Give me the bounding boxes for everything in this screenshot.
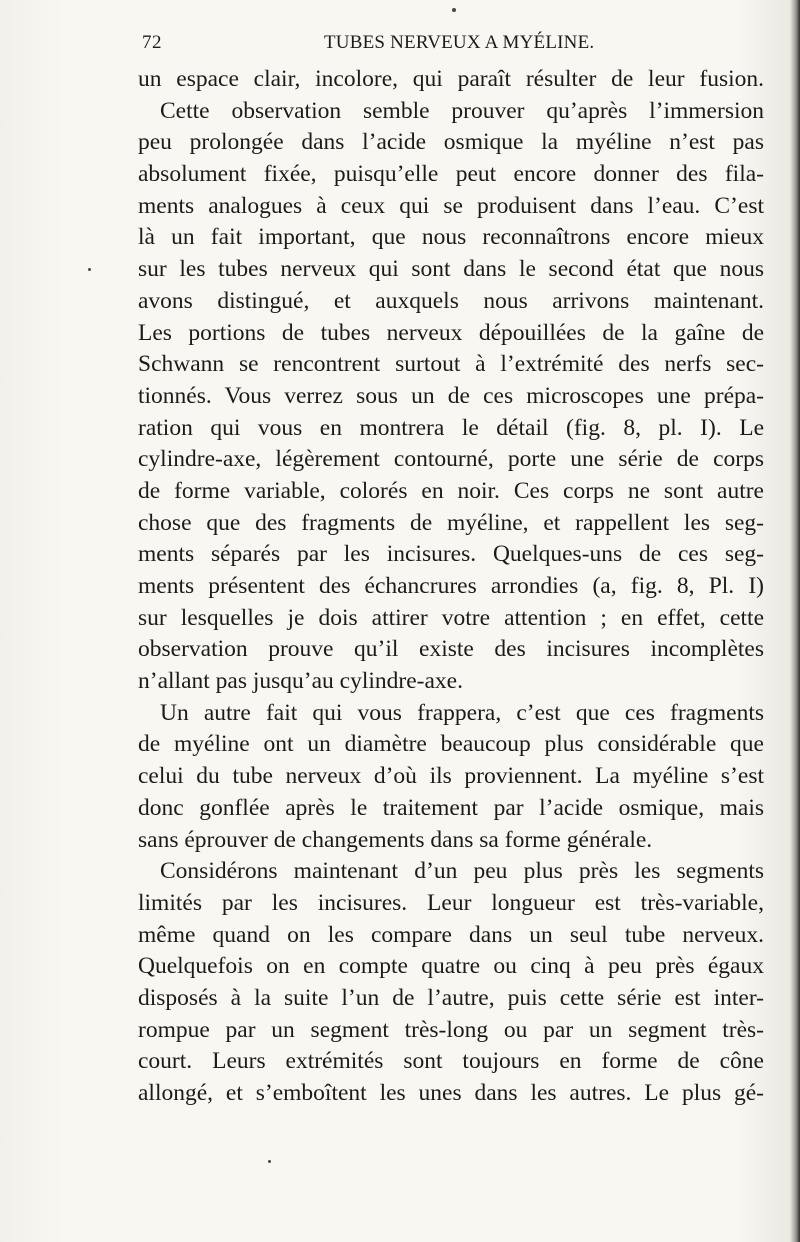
text-line: court. Leurs extrémités sont toujours en forme de cône bbox=[138, 1048, 764, 1075]
text-line: Un autre fait qui vous frappera, c’est que ces fragments bbox=[160, 699, 764, 726]
text-line: sans éprouver de changements dans sa forme générale. bbox=[138, 826, 653, 853]
text-line: observation prouve qu’il existe des incisures incomplètes bbox=[138, 636, 764, 663]
text-line: ration qui vous en montrera le détail (fig. 8, pl. I). Le bbox=[138, 414, 764, 441]
body-text bbox=[138, 64, 764, 1110]
text-line: Schwann se rencontrent surtout à l’extrémité des nerfs sec- bbox=[138, 351, 764, 378]
text-line: absolument fixée, puisqu’elle peut encore donner des fila- bbox=[138, 161, 764, 188]
text-line: donc gonflée après le traitement par l’acide osmique, mais bbox=[138, 794, 764, 821]
text-line: tionnés. Vous verrez sous un de ces microscopes une prépa- bbox=[138, 382, 764, 409]
text-line: cylindre-axe, légèrement contourné, porte une série de corps bbox=[138, 446, 764, 473]
text-line: sur les tubes nerveux qui sont dans le second état que nous bbox=[138, 256, 764, 283]
running-title: TUBES NERVEUX A MYÉLINE. bbox=[324, 32, 595, 53]
text-line: celui du tube nerveux d’où ils proviennent. La myéline s’est bbox=[138, 763, 764, 790]
print-speck bbox=[452, 8, 456, 12]
page-edge-shadow bbox=[790, 0, 800, 1242]
text-line: n’allant pas jusqu’au cylindre-axe. bbox=[138, 668, 463, 695]
text-line: limités par les incisures. Leur longueur est très-variable, bbox=[138, 889, 764, 916]
text-line: là un fait important, que nous reconnaîtrons encore mieux bbox=[138, 224, 764, 251]
text-line: Considérons maintenant d’un peu plus près les segments bbox=[160, 858, 764, 885]
page-header bbox=[138, 32, 758, 60]
text-line: ments présentent des échancrures arrondies (a, fig. 8, Pl. I) bbox=[138, 573, 764, 599]
text-line: rompue par un segment très-long ou par un segment très- bbox=[138, 1016, 764, 1043]
text-line: allongé, et s’emboîtent les unes dans les autres. Le plus gé- bbox=[138, 1080, 764, 1106]
text-line: chose que des fragments de myéline, et rappellent les seg- bbox=[138, 509, 764, 536]
text-line: disposés à la suite l’un de l’autre, puis cette série est inter- bbox=[138, 984, 764, 1011]
text-line: même quand on les compare dans un seul tube nerveux. bbox=[138, 921, 764, 948]
text-line: Quelquefois on en compte quatre ou cinq à peu près égaux bbox=[138, 953, 764, 980]
page-number: 72 bbox=[142, 32, 162, 53]
text-line: de forme variable, colorés en noir. Ces corps ne sont autre bbox=[138, 477, 764, 504]
text-line: ments séparés par les incisures. Quelques-uns de ces seg- bbox=[138, 541, 764, 568]
text-line: de myéline ont un diamètre beaucoup plus considérable que bbox=[138, 731, 764, 758]
text-line: un espace clair, incolore, qui paraît résulter de leur fusion. bbox=[138, 66, 764, 92]
text-line: Les portions de tubes nerveux dépouillées de la gaîne de bbox=[138, 319, 764, 346]
text-line: ments analogues à ceux qui se produisent dans l’eau. C’est bbox=[138, 192, 764, 219]
text-line: Cette observation semble prouver qu’après l’immersion bbox=[160, 97, 764, 124]
text-line: sur lesquelles je dois attirer votre attention ; en effet, cette bbox=[138, 604, 764, 631]
print-speck bbox=[268, 1160, 271, 1163]
text-line: avons distingué, et auxquels nous arrivons maintenant. bbox=[138, 287, 764, 314]
print-speck bbox=[88, 268, 91, 271]
text-line: peu prolongée dans l’acide osmique la myéline n’est pas bbox=[138, 129, 764, 156]
